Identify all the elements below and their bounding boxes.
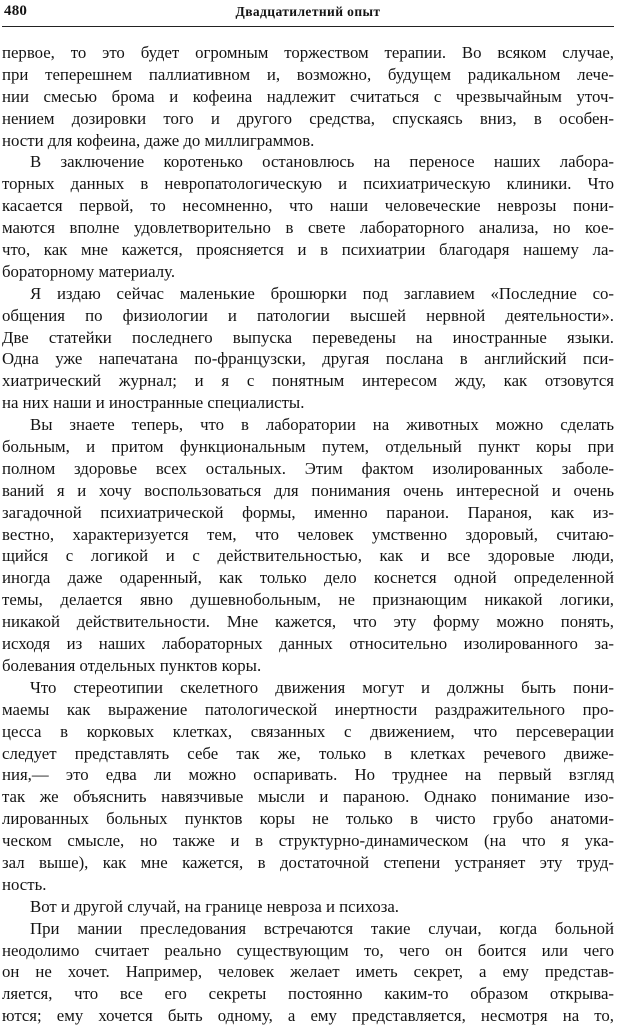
text-line: вестно, характеризуется тем, что человек умственно здоровый, считаю- — [2, 524, 614, 544]
running-title: Двадцатилетний опыт — [235, 4, 381, 19]
text-line: Две статейки последнего выпуска переведены на иностранные языки. — [2, 327, 614, 347]
text-line: исходя из наших лабораторных данных относительно изолированного за- — [2, 634, 614, 654]
text-line: щийся с логикой и с действительностью, как и все здоровые люди, — [2, 546, 614, 566]
text-line: на них наши и иностранные специалисты. — [2, 393, 305, 413]
text-line: зал выше), как мне кажется, в достаточной степени устраняет эту труд- — [2, 852, 614, 872]
text-line: Вы знаете теперь, что в лаборатории на животных можно сделать — [30, 415, 614, 435]
text-line: ляется, что все его секреты постоянно каким-то образом открыва- — [2, 984, 614, 1004]
text-line: больным, и притом функциональным путем, отдельный пункт коры при — [2, 437, 614, 457]
text-line: он не хочет. Например, человек желает иметь секрет, а ему представ- — [2, 962, 614, 982]
text-line: неодолимо считает реально существующим то, чего он боится или чего — [2, 940, 614, 960]
text-line: При мании преследования встречаются такие случаи, когда больной — [30, 918, 614, 938]
text-line: маются вполне удовлетворительно в свете лабораторного анализа, но кое- — [2, 218, 614, 238]
text-line: Я издаю сейчас маленькие брошюрки под заглавием «Последние со- — [30, 283, 614, 303]
body-text — [2, 42, 614, 1027]
text-line: следует представлять себе так же, только в клетках речевого движе- — [2, 743, 614, 763]
text-line: ния,— это едва ли можно оспаривать. Но труднее на первый взгляд — [2, 765, 614, 785]
text-line: Вот и другой случай, на границе невроза и психоза. — [30, 896, 400, 916]
text-line: лированных больных пунктов коры не только в чисто грубо анатоми- — [2, 809, 614, 829]
text-line: ются; ему хочется быть одному, а ему представляется, несмотря на то, — [2, 1006, 614, 1026]
text-line: нением дозировки того и другого средства, спускаясь вниз, в особен- — [2, 108, 614, 128]
text-line: Что стереотипии скелетного движения могут и должны быть пони- — [30, 677, 614, 697]
text-line: касается первой, то несомненно, что наши человеческие неврозы пони- — [2, 196, 614, 216]
text-line: загадочной психиатрической формы, именно паранои. Параноя, как из- — [2, 502, 614, 522]
text-line: темы, делается явно душевнобольным, не признающим никакой логики, — [2, 590, 614, 610]
text-line: нии смесью брома и кофеина надлежит считаться с чрезвычайным уточ- — [2, 86, 614, 106]
text-line: ности для кофеина, даже до миллиграммов. — [2, 130, 315, 150]
text-line: первое, то это будет огромным торжеством терапии. Во всяком случае, — [2, 43, 614, 62]
page-header — [2, 0, 614, 27]
text-line: торных данных в невропатологическую и психиатрическую клиники. Что — [2, 174, 614, 194]
text-line: ность. — [2, 874, 47, 894]
text-line: при теперешнем паллиативном и, возможно, будущем радикальном лече- — [2, 64, 614, 84]
text-line: общения по физиологии и патологии высшей нервной деятельности». — [2, 305, 614, 325]
text-line: В заключение коротенько остановлюсь на переносе наших лабора- — [30, 152, 614, 172]
text-line: хиатрический журнал; и я с понятным интересом жду, как отзовутся — [2, 371, 614, 391]
text-line: иногда даже одаренный, как только дело коснется одной определенной — [2, 568, 614, 588]
page-number: 480 — [4, 3, 28, 19]
text-line: болевания отдельных пунктов коры. — [2, 655, 262, 675]
text-line: что, как мне кажется, проясняется и в психиатрии благодаря нашему ла- — [2, 240, 614, 260]
text-line: ческом смысле, но также и в структурно-динамическом (на что я ука- — [2, 831, 614, 851]
text-line: ваний я и хочу воспользоваться для понимания очень интересной и очень — [2, 480, 614, 500]
text-line: полном здоровье всех остальных. Этим фактом изолированных заболе- — [2, 458, 614, 478]
text-line: никакой действительности. Мне кажется, что эту форму можно понять, — [2, 612, 614, 632]
text-line: так же объяснить навязчивые мысли и параною. Однако понимание изо- — [2, 787, 614, 807]
text-line: бораторному материалу. — [2, 261, 176, 281]
text-line: Одна уже напечатана по-французски, другая послана в английский пси- — [2, 349, 614, 369]
text-line: маемы как выражение патологической инертности раздражительного про- — [2, 699, 614, 719]
text-line: цесса в корковых клетках, связанных с движением, что персеверации — [2, 721, 614, 741]
